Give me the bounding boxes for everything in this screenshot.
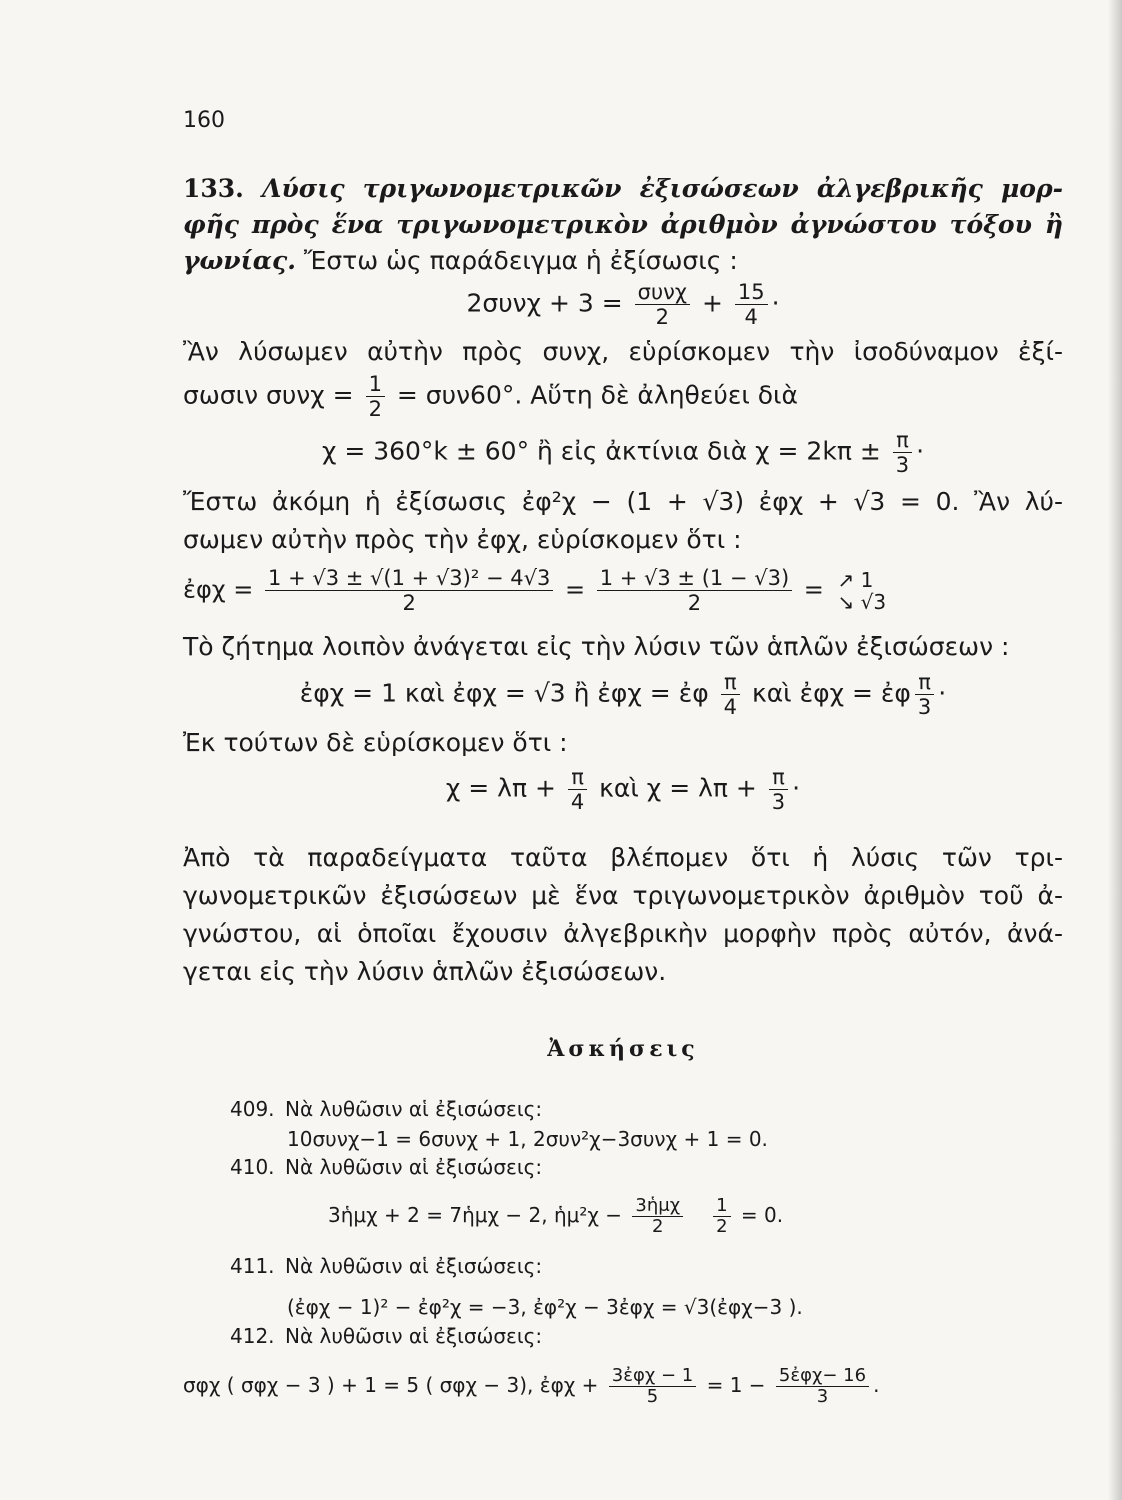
page-number: 160 (183, 108, 225, 133)
paragraph-5-line-2: γωνομετρικῶν ἐξισώσεων μὲ ἕνα τριγωνομετρικὸν ἀριθμὸν τοῦ ἀ- (183, 881, 1063, 910)
exercise-410-equation (328, 1196, 783, 1237)
eq1-plus: + (694, 288, 731, 318)
eq4-den-1: 4 (723, 695, 738, 719)
exercise-412-number: 412. (230, 1324, 275, 1348)
exercise-411-equation: (ἐφχ − 1)² − ἐφ²χ = −3, ἐφ²χ − 3ἐφχ = √3(ἐφχ−3 ). (287, 1295, 803, 1319)
section-number: 133. (183, 174, 244, 203)
ex412-num-1: 3ἐφχ − 1 (609, 1366, 696, 1387)
eq5-den-1: 4 (570, 790, 585, 814)
paragraph-3: Τὸ ζήτημα λοιπὸν ἀνάγεται εἰς τὴν λύσιν τῶν ἁπλῶν ἐξισώσεων : (183, 632, 1010, 661)
eq4-num-2: π (915, 670, 934, 695)
paragraph-2-line-2: σωμεν αὐτὴν πρὸς τὴν ἐφχ, εὑρίσκομεν ὅτι : (183, 525, 742, 554)
eq1-num-2: 15 (735, 280, 768, 305)
eq3-den-1: 2 (402, 591, 416, 615)
ex410-frac-2 (713, 1196, 730, 1237)
eq2-text: χ = 360°k ± 60° ἢ εἰς ἀκτίνια διὰ χ = 2kπ ± (321, 436, 889, 466)
section-title-text-1: Λύσις τριγωνομετρικῶν ἐξισώσεων ἀλγεβρικῆς μορ- (262, 174, 1063, 203)
eq5-pre: χ = λπ + (445, 773, 564, 803)
p1-num: 1 (366, 372, 385, 397)
eq5-frac-1 (568, 765, 587, 814)
eq2-frac (893, 428, 912, 477)
exercise-409-number: 409. (230, 1097, 275, 1121)
section-title-line-2: φῆς πρὸς ἕνα τριγωνομετρικὸν ἀριθμὸν ἀγνώστου τόξου ἢ (183, 210, 1063, 239)
eq1-end: · (771, 288, 780, 318)
eq3-equals-1: = (557, 575, 593, 604)
eq1-den-1: 2 (655, 305, 670, 329)
eq1-lhs: 2συνχ + 3 = (466, 288, 631, 318)
ex410-frac-1 (632, 1196, 683, 1237)
ex410-den-2: 2 (716, 1216, 728, 1237)
p1-frac (366, 372, 385, 421)
ex412-pre: σφχ ( σφχ − 3 ) + 1 = 5 ( σφχ − 3), ἐφχ + (183, 1373, 605, 1397)
equation-4 (183, 670, 1063, 719)
ex410-end: = 0. (734, 1203, 784, 1227)
paragraph-5-line-4: γεται εἰς τὴν λύσιν ἁπλῶν ἐξισώσεων. (183, 957, 667, 986)
paragraph-5-line-3: γνώστου, αἱ ὁποῖαι ἔχουσιν ἀλγεβρικὴν μορφὴν πρὸς αὐτόν, ἀνά- (183, 919, 1063, 948)
equation-1 (183, 280, 1063, 329)
eq5-frac-2 (769, 765, 788, 814)
eq5-den-2: 3 (771, 790, 786, 814)
eq5-num-1: π (568, 765, 587, 790)
ex410-num-1: 3ἡμχ (632, 1196, 683, 1217)
eq5-mid: καὶ χ = λπ + (591, 773, 765, 803)
section-title-line-3 (183, 242, 1063, 280)
eq4-den-2: 3 (917, 695, 932, 719)
eq4-mid: καὶ ἐφχ = ἐφ (744, 678, 911, 708)
ex410-pre: 3ἡμχ + 2 = 7ἡμχ − 2, ἡμ²χ − (328, 1203, 629, 1227)
paragraph-5-line-1: Ἀπὸ τὰ παραδείγματα ταῦτα βλέπομεν ὅτι ἡ λύσις τῶν τρι- (183, 843, 1063, 872)
ex412-num-2: 5ἐφχ− 16 (776, 1366, 869, 1387)
eq3-roots (838, 569, 887, 613)
eq2-end: · (916, 436, 925, 466)
intro-text: Ἔστω ὡς παράδειγμα ἡ ἐξίσωσις : (295, 246, 738, 275)
section-title-line-1 (183, 170, 1063, 208)
ex412-frac-2 (776, 1366, 869, 1407)
equation-3 (183, 566, 1063, 615)
ex412-mid: = 1 − (700, 1373, 772, 1397)
ex412-den-2: 3 (816, 1386, 829, 1407)
eq3-lhs: ἐφχ = (183, 575, 262, 604)
ex410-den-1: 2 (652, 1216, 664, 1237)
exercise-412-text: Νὰ λυθῶσιν αἱ ἐξισώσεις: (285, 1324, 543, 1348)
p1-post: = συν60°. Αὕτη δὲ ἀληθεύει διὰ (388, 380, 798, 410)
eq1-num-1: συνχ (635, 280, 690, 305)
eq1-den-2: 4 (744, 305, 758, 329)
p1-den: 2 (368, 397, 382, 421)
ex412-den-1: 5 (646, 1386, 659, 1407)
eq3-equals-2: = (796, 575, 832, 604)
exercise-411-number: 411. (230, 1254, 275, 1278)
eq4-pre: ἐφχ = 1 καὶ ἐφχ = √3 ἢ ἐφχ = ἐφ (299, 678, 717, 708)
eq4-num-1: π (721, 670, 740, 695)
ex412-end: . (873, 1373, 880, 1397)
eq3-den-2: 2 (687, 591, 702, 615)
ex410-num-2: 1 (713, 1196, 730, 1217)
eq5-num-2: π (769, 765, 788, 790)
eq4-end: · (938, 678, 947, 708)
eq2-num: π (893, 428, 912, 453)
section-title-text-3: γωνίας. (183, 246, 296, 275)
page-edge-shadow (1108, 0, 1122, 1500)
paragraph-2-line-1: Ἔστω ἀκόμη ἡ ἐξίσωσις ἐφ²χ − (1 + √3) ἐφχ + √3 = 0. Ἂν λύ- (183, 487, 1063, 516)
eq4-frac-2 (915, 670, 934, 719)
exercise-409-equation: 10συνχ−1 = 6συνχ + 1, 2συν²χ−3συνχ + 1 = 0. (287, 1127, 768, 1151)
eq3-root-1: ↗ 1 (837, 567, 874, 592)
p1-pre: σωσιν συνχ = (183, 380, 362, 410)
eq1-frac-1 (635, 280, 690, 329)
eq3-num-1: 1 + √3 ± √(1 + √3)² − 4√3 (265, 566, 553, 591)
exercise-412-equation (183, 1366, 879, 1407)
eq1-frac-2 (735, 280, 768, 329)
paragraph-4: Ἐκ τούτων δὲ εὑρίσκομεν ὅτι : (183, 728, 568, 757)
paragraph-1-line-2 (183, 372, 1063, 421)
exercise-410-text: Νὰ λυθῶσιν αἱ ἐξισώσεις: (285, 1155, 543, 1179)
eq3-frac-2 (597, 566, 792, 615)
equation-2 (183, 428, 1063, 477)
exercises-heading: Ἀσκήσεις (547, 1036, 699, 1062)
eq5-end: · (792, 773, 801, 803)
eq4-frac-1 (721, 670, 740, 719)
ex412-frac-1 (609, 1366, 696, 1407)
eq3-frac-1 (265, 566, 553, 615)
exercise-409-text: Νὰ λυθῶσιν αἱ ἐξισώσεις: (285, 1097, 543, 1121)
paragraph-1-line-1: Ἂν λύσωμεν αὐτὴν πρὸς συνχ, εὑρίσκομεν τὴν ἰσοδύναμον ἐξί- (183, 337, 1063, 366)
equation-5 (183, 765, 1063, 814)
exercise-410-number: 410. (230, 1155, 275, 1179)
eq3-num-2: 1 + √3 ± (1 − √3) (597, 566, 792, 591)
eq3-root-2: ↘ √3 (837, 589, 887, 614)
eq2-den: 3 (895, 453, 910, 477)
exercise-411-text: Νὰ λυθῶσιν αἱ ἐξισώσεις: (285, 1254, 543, 1278)
